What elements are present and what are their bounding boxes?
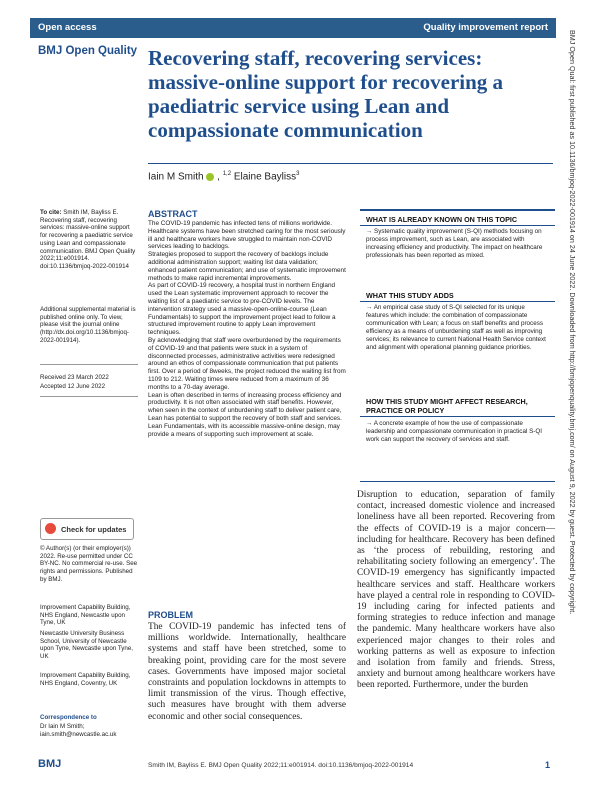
abstract-body — [148, 220, 346, 438]
correspondence-label: Correspondence to — [40, 714, 97, 721]
affiliation-1: Improvement Capability Building, NHS England, Newcastle upon Tyne, UK — [40, 604, 131, 627]
arrow-icon: → — [366, 420, 373, 427]
abstract-paragraph: As part of COVID-19 recovery, a hospital trust in northern England used the Lean systematic improvement approach to recover the waiting list of a paediatric service to pre-COVID levels. The intervention strategy used a massive-open-online-course (Lean Fundamentals) to support the improvement project lead to follow a structured improvement routine to apply Lean improvement techniques. — [148, 282, 336, 337]
summary-box — [360, 209, 555, 482]
affiliation-2: Newcastle University Business School, University of Newcastle upon Tyne, Newcastle upon Tyne, UK — [40, 630, 133, 661]
sidebar-divider — [40, 364, 138, 365]
title-divider — [148, 163, 553, 164]
box-heading-known: WHAT IS ALREADY KNOWN ON THIS TOPIC — [366, 215, 518, 224]
box-text-adds: → An empirical case study of S-QI selected for its unique features which include: the combination of compassionate communication with Lean; a focus on staff benefits and process efficiency as a means of unburdening staff as well as improving services; its relevance to current National Health Service context and alignment with operational planning guidance priorities. — [366, 304, 546, 351]
author-line — [148, 171, 299, 182]
abstract-paragraph: Strategies proposed to support the recovery of backlogs include additional administration support; waiting list data validation; enhanced patient communication; and use of systematic improvement methods to make rapid incremental improvements. — [148, 251, 346, 282]
vertical-download-note — [560, 30, 584, 780]
accepted-date: Accepted 12 June 2022 — [40, 383, 106, 390]
box-heading-adds: WHAT THIS STUDY ADDS — [366, 291, 454, 300]
copyright-note: © Author(s) (or their employer(s)) 2022. Re-use permitted under CC BY-NC. No commercial re-use. See rights and permissions. Published by BMJ. — [40, 545, 138, 583]
box-text-known: → Systematic quality improvement (S-QI) methods focusing on process improvement, such as Lean, are associated with increasing efficiency and productivity. The impact on healthcare professionals has been reported as mixed. — [366, 228, 543, 259]
box-divider — [360, 416, 555, 417]
citation-block — [40, 209, 138, 271]
article-title: Recovering staff, recovering services: massive-online support for recovering a paediatric service using Lean and compassionate communication — [148, 46, 504, 142]
received-date: Received 23 March 2022 — [40, 374, 109, 381]
header-bar — [30, 18, 556, 38]
bmj-logo: BMJ — [38, 758, 62, 770]
author-2-name[interactable]: Elaine Bayliss — [233, 171, 297, 183]
author-1-affiliation: 1,2 — [222, 171, 232, 177]
check-updates-label: Check for updates — [61, 525, 127, 534]
abstract-paragraph: By acknowledging that staff were overburdened by the requirements of COVID-19 and that patients were stuck in a system of disconnected processes, administrative activities were redesigned around an ethos of compassionate communication that put patients first. Over a period of 8weeks, the project reduced the waiting list from 1109 to 212. Waiting times were reduced from a maximum of 36 months to a 70-day average. — [148, 336, 346, 391]
box-heading-impact: HOW THIS STUDY MIGHT AFFECT RESEARCH, PRACTICE OR POLICY — [366, 397, 528, 415]
article-type-label: Quality improvement report — [423, 22, 548, 33]
box-text-impact: → A concrete example of how the use of compassionate leadership and compassionate communication in practical S-QI work can support the recovery of services and staff. — [366, 420, 543, 443]
check-for-updates-button[interactable] — [40, 518, 134, 540]
arrow-icon: → — [366, 304, 373, 311]
box-divider — [360, 225, 555, 226]
supplemental-note — [40, 306, 138, 345]
footer-citation: Smith IM, Bayliss E. BMJ Open Quality 2022;11:e001914. doi:10.1136/bmjoq-2022-001914 — [148, 762, 414, 769]
right-column-body: Disruption to education, separation of family contact, increased domestic violence and increased loneliness have all been reported. Recovering from the effects of COVID-19 is a major concern—including for healthcare. Recovery has been defined as ‘the process of rebuilding, restoring and rehabilitating society following an emergency’. The COVID-19 emergency has significantly impacted healthcare services and staff. Healthcare workers have played a central role in responding to COVID-19 including caring for infected patients and forming strategies to reduce infection and manage the pandemic. Many healthcare workers have also experienced major changes to their roles and working patterns as well as exposure to infection and isolation from family and friends. Stress, anxiety and burnout among healthcare workers have been reported. Furthermore, under the burden — [357, 490, 555, 691]
cite-text: Smith IM, Bayliss E. Recovering staff, recovering services: massive-online support for recovering a paediatric service using Lean and compassionate communication. BMJ Open Quality 2022;11:e001914. doi:10.1136/bmjoq-2022-001914 — [40, 209, 136, 270]
journal-logo: BMJ Open Quality — [38, 45, 138, 57]
author-2-affiliation: 3 — [296, 171, 300, 177]
vertical-note-text[interactable]: BMJ Open Qual: first published as 10.1136/bmjoq-2022-001914 on 24 June 2022. Downloaded from http://bmjopenquality.bmj.com/ on August 9, 2022 by guest. Protected by copyright. — [568, 30, 577, 615]
open-access-label: Open access — [38, 22, 97, 33]
cite-label: To cite: — [40, 209, 62, 216]
author-separator: , — [214, 171, 223, 183]
affiliation-3: Improvement Capability Building, NHS England, Coventry, UK — [40, 672, 131, 687]
problem-heading: PROBLEM — [148, 610, 193, 620]
box-divider — [360, 301, 555, 302]
supplemental-text[interactable]: Additional supplemental material is published online only. To view, please visit the journal online (http://dx.doi.org/10.1136/bmjoq-2022-001914). — [40, 306, 136, 344]
abstract-heading: ABSTRACT — [148, 209, 198, 219]
page-number: 1 — [545, 760, 551, 770]
correspondence-name: Dr Iain M Smith; — [40, 723, 85, 730]
correspondence-email[interactable]: iain.smith@newcastle.ac.uk — [40, 731, 117, 738]
abstract-paragraph: The COVID-19 pandemic has infected tens of millions worldwide. Healthcare systems have been stretched caring for the most seriously ill and healthcare workers have struggled to maintain non-COVID services leading to backlogs. — [148, 220, 346, 251]
abstract-paragraph: Lean is often described in terms of increasing process efficiency and productivity. It is not often associated with staff benefits. However, when seen in the context of unburdening staff to deliver patient care, Lean has potential to support the recovery of both staff and services. Lean Fundamentals, with its accessible massive-online design, may provide a means of supporting such improvement at scale. — [148, 391, 342, 438]
problem-body: The COVID-19 pandemic has infected tens of millions worldwide. Internationally, healthcare systems and staff have been stretched, some to breaking point, providing care for the most severe cases. Governments have imposed major societal constraints and population lockdowns in attempts to limit transmission of the virus. Though effective, such measures have brought with them adverse economic and other social consequences. — [148, 622, 346, 722]
sidebar-divider — [40, 396, 138, 397]
crossmark-icon — [45, 523, 56, 534]
arrow-icon: → — [366, 228, 373, 235]
author-1-name[interactable]: Iain M Smith — [148, 171, 204, 183]
